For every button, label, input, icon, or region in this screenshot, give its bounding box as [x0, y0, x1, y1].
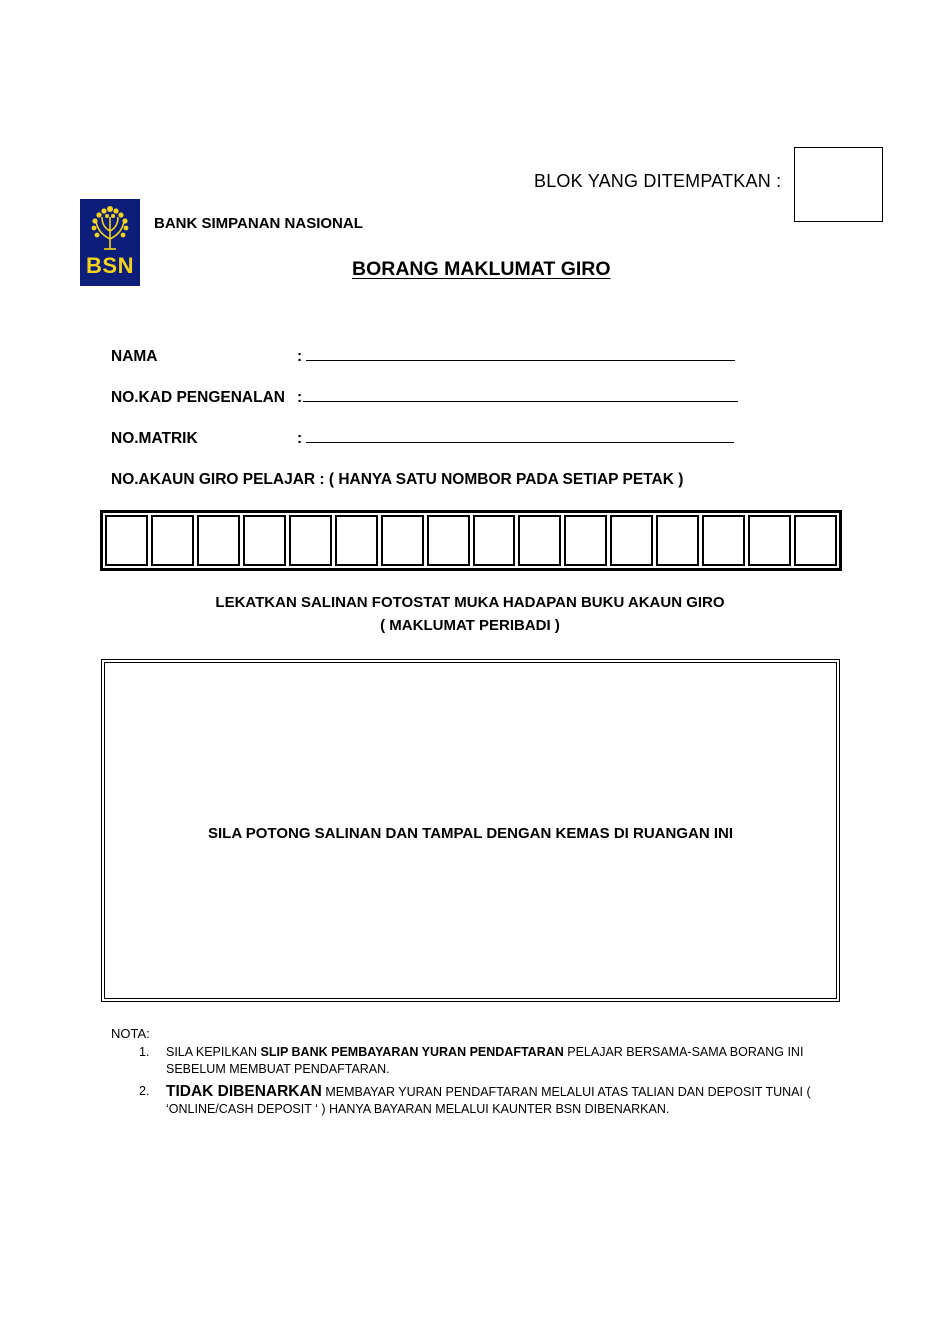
nota-item-text — [166, 1044, 841, 1078]
nota-list — [111, 1044, 841, 1123]
account-digit-box[interactable] — [197, 515, 240, 566]
account-digit-box[interactable] — [289, 515, 332, 566]
nota-item-number: 2. — [139, 1084, 150, 1098]
account-digit-box[interactable] — [794, 515, 837, 566]
nama-row — [111, 348, 735, 366]
account-digit-boxes — [100, 510, 842, 571]
logo-text: BSN — [86, 253, 134, 278]
paste-area-inner — [104, 662, 837, 999]
kad-input-line[interactable] — [303, 389, 738, 402]
nota-text-part: MEMBAYAR YURAN PENDAFTARAN MELALUI ATAS TALIAN DAN DEPOSIT TUNAI ( ‘ONLINE/CASH DEPOSIT ‘ ) HANYA BAYARAN MELALUI KAUNTER BSN DIBENARKAN. — [166, 1085, 811, 1116]
nota-item-2 — [111, 1083, 841, 1118]
bsn-logo — [80, 199, 140, 286]
account-digit-box[interactable] — [151, 515, 194, 566]
paste-area-text: SILA POTONG SALINAN DAN TAMPAL DENGAN KEMAS DI RUANGAN INI — [207, 825, 733, 842]
nota-heading: NOTA: — [111, 1026, 150, 1041]
account-digit-box[interactable] — [381, 515, 424, 566]
nota-item-1 — [111, 1044, 841, 1078]
kad-row — [111, 389, 738, 407]
nota-item-text — [166, 1083, 841, 1118]
nota-emphasis: TIDAK DIBENARKAN — [166, 1083, 322, 1100]
account-digit-box[interactable] — [518, 515, 561, 566]
attach-instruction-note: ( MAKLUMAT PERIBADI ) — [380, 617, 560, 634]
blok-label: BLOK YANG DITEMPATKAN : — [534, 171, 782, 191]
account-digit-box[interactable] — [335, 515, 378, 566]
kad-separator: : — [297, 389, 303, 406]
nama-input-line[interactable] — [306, 348, 735, 361]
account-digit-box[interactable] — [427, 515, 470, 566]
account-digit-box[interactable] — [610, 515, 653, 566]
kad-label: NO.KAD PENGENALAN — [111, 389, 285, 406]
account-digit-box[interactable] — [473, 515, 516, 566]
account-digit-box[interactable] — [105, 515, 148, 566]
nama-label: NAMA — [111, 348, 158, 365]
matrik-label: NO.MATRIK — [111, 430, 198, 447]
nota-item-number: 1. — [139, 1045, 150, 1059]
matrik-input-line[interactable] — [306, 430, 734, 443]
account-label: NO.AKAUN GIRO PELAJAR : ( HANYA SATU NOMBOR PADA SETIAP PETAK ) — [111, 471, 684, 488]
account-digit-box[interactable] — [243, 515, 286, 566]
nota-text-part: SILA KEPILKAN — [166, 1045, 261, 1059]
account-digit-box[interactable] — [656, 515, 699, 566]
page-title: BORANG MAKLUMAT GIRO — [352, 258, 611, 280]
nama-separator: : — [297, 348, 303, 365]
attach-instruction: LEKATKAN SALINAN FOTOSTAT MUKA HADAPAN BUKU AKAUN GIRO — [215, 594, 725, 611]
blok-input-box[interactable] — [794, 147, 883, 222]
account-digit-box[interactable] — [702, 515, 745, 566]
account-digit-box[interactable] — [564, 515, 607, 566]
account-digit-box[interactable] — [748, 515, 791, 566]
bank-name: BANK SIMPANAN NASIONAL — [154, 215, 363, 232]
nota-text-part: PELAJAR BERSAMA-SAMA BORANG INI SEBELUM MEMBUAT PENDAFTARAN. — [166, 1045, 804, 1076]
matrik-row — [111, 430, 734, 448]
paste-area — [101, 659, 840, 1002]
matrik-separator: : — [297, 430, 303, 447]
nota-emphasis: SLIP BANK PEMBAYARAN YURAN PENDAFTARAN — [260, 1045, 564, 1059]
